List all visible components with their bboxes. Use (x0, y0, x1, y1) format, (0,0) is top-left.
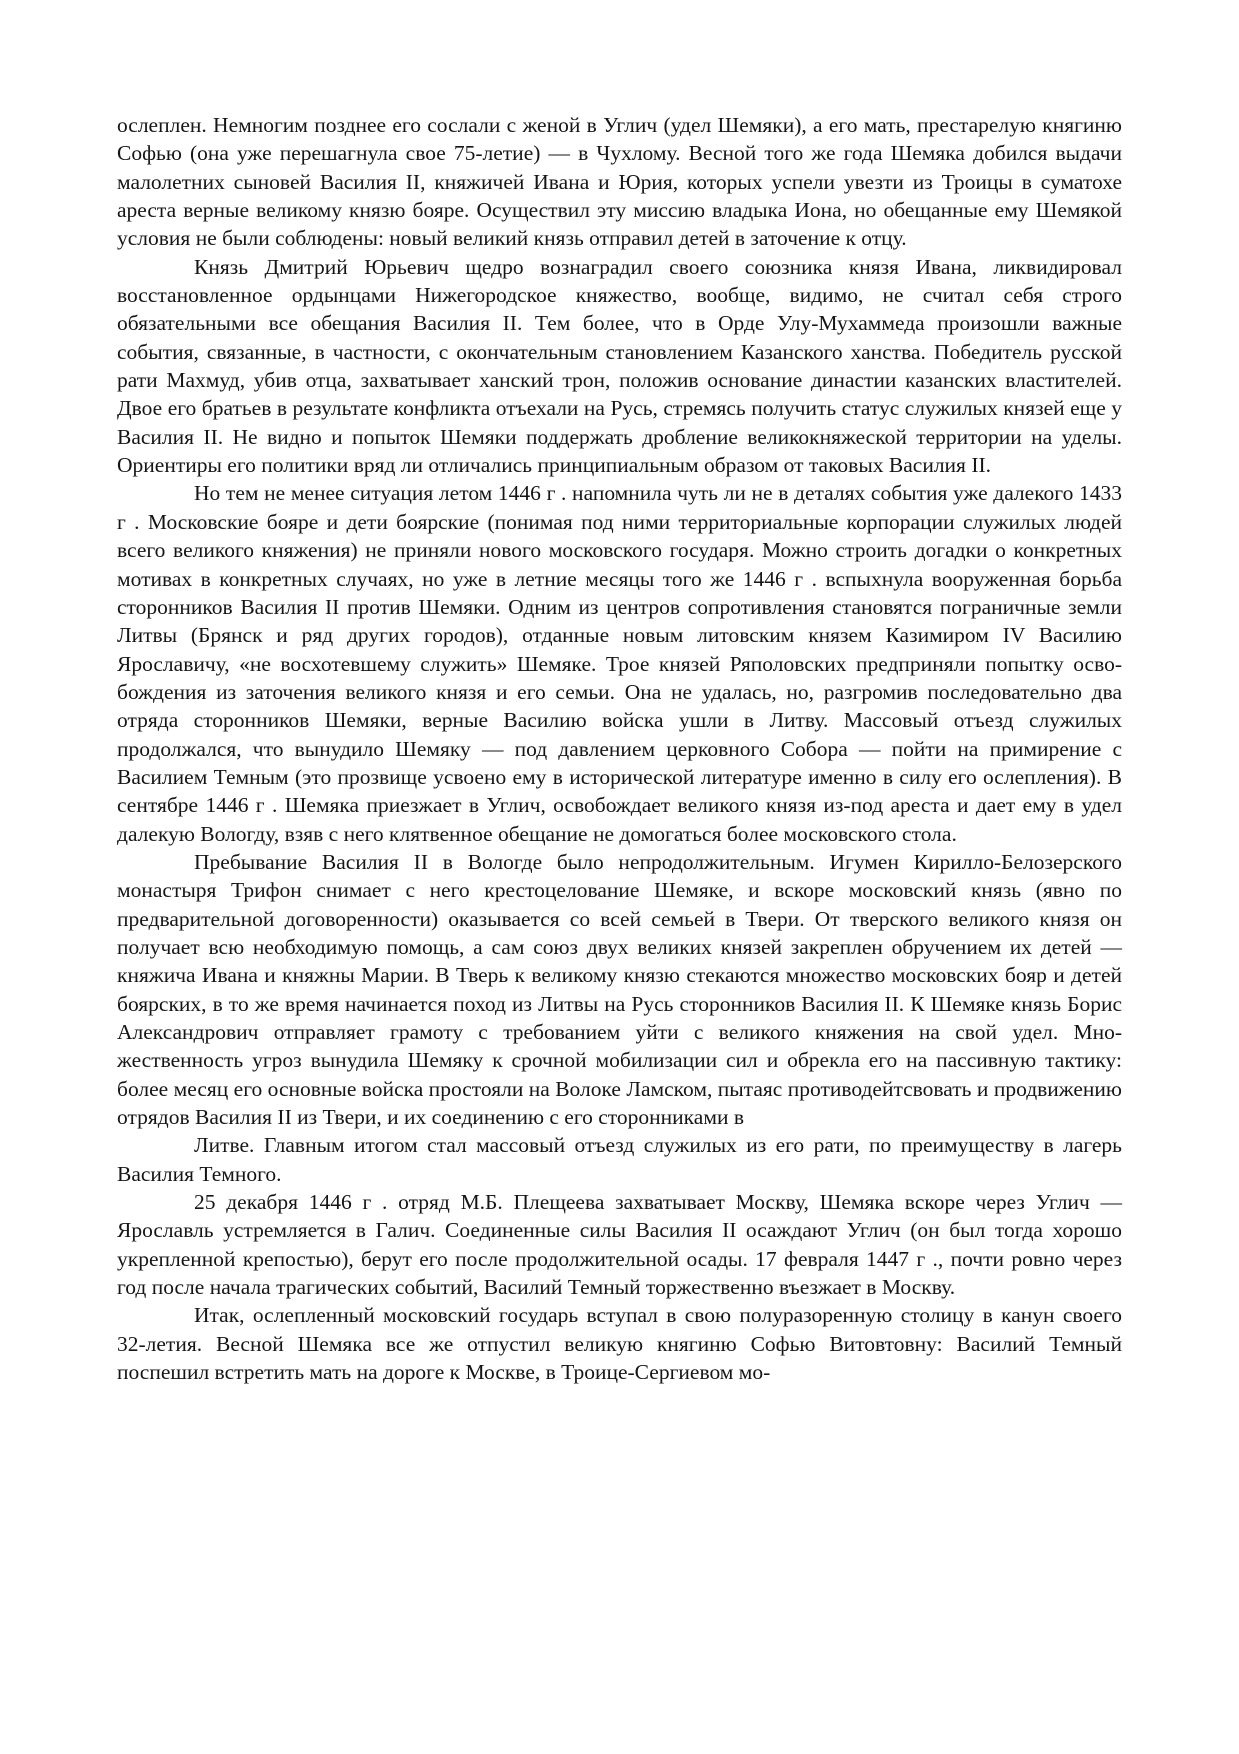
paragraph: 25 декабря 1446 г . отряд М.Б. Плещеева захватывает Москву, Шемяка вскоре через Углич — Ярославль устремляется в Галич. Соединенные силы Василия II осаждают Углич (он был тогда хорошо укрепленной крепостью), берут его после продолжительной осады. 17 февраля 1447 г ., почти ровно через год после начала трагических событий, Василий Темный торжественно въезжает в Москву. (117, 1190, 1122, 1300)
paragraph: Литве. Главным итогом стал массовый отъезд служилых из его рати, по преимуществу в лагерь Василия Темного. (117, 1133, 1122, 1186)
document-page (117, 111, 1122, 1386)
paragraph: ослеплен. Немногим позднее его сослали с женой в Углич (удел Шемяки), а его мать, престарелую княгиню Софью (она уже перешагнула свое 75-летие) — в Чухлому. Весной того же года Шемяка добился выдачи малолетних сыновей Василия II, княжичей Ивана и Юрия, которых успели увезти из Троицы в суматохе ареста верные великому князю бояре. Осуществил эту миссию владыка Иона, но обещанные ему Шемякой условия не были соблюдены: новый великий князь отправил детей в заточение к отцу. (117, 113, 1122, 251)
paragraph: Итак, ослепленный московский государь вступал в свою полуразоренную столицу в канун своего 32-летия. Весной Шемяка все же отпустил великую княгиню Софью Витовтовну: Василий Темный поспешил встретить мать на дороге к Москве, в Троице-Сергиевом мо- (117, 1303, 1122, 1385)
paragraph: Князь Дмитрий Юрьевич щедро вознаградил своего союзника князя Ивана, ликвидировал восстановленное ордынцами Нижегородское княжество, вообще, видимо, не считал себя строго обязательными все обещания Василия II. Тем более, что в Орде Улу-Мухаммеда произошли важные события, связанные, в частности, с окончательным становлением Казанского ханства. Победитель русской рати Махмуд, убив отца, захватывает ханский трон, положив основание династии казанских властителей. Двое его братьев в результате конфликта отъехали на Русь, стремясь получить статус служилых князей еще у Василия II. Не видно и попыток Шемяки поддержать дробление великокняжеской территории на уделы. Ориентиры его политики вряд ли отличались принципиальным образом от таковых Василия II. (117, 254, 1122, 478)
paragraph: Но тем не менее ситуация летом 1446 г . напомнила чуть ли не в деталях события уже далекого 1433 г . Московские бояре и дети боярские (понимая под ними территориальные корпорации служилых людей всего великого княжения) не приняли нового московского государя. Можно строить догадки о конкретных мотивах в конкретных случаях, но уже в летние месяцы того же 1446 г . вспыхнула вооруженная борьба сторонников Василия II против Шемяки. Одним из центров сопротивления становятся пограничные земли Литвы (Брянск и ряд других городов), отданные новым литовским князем Казимиром IV Василию Ярославичу, «не восхотевшему служить» Шемяке. Трое князей Ряполовских предприняли попытку освобождения из заточения великого князя и его семьи. Она не удалась, но, разгромив последовательно два отряда сторонников Шемяки, верные Василию войска ушли в Литву. Массовый отъезд служилых продолжался, что вынудило Шемяку — под давлением церковного Собора — пойти на примирение с Василием Темным (это прозвище усвоено ему в исторической литературе именно в силу его ослепления). В сентябре 1446 г . Шемяка приезжает в Углич, освобождает великого князя из-под ареста и дает ему в удел далекую Вологду, взяв с него клятвенное обещание не домогаться более московского стола. (117, 481, 1122, 846)
paragraph: Пребывание Василия II в Вологде было непродолжительным. Игумен Кирилло-Белозерского монастыря Трифон снимает с него крестоцелование Шемяке, и вскоре московский князь (явно по предварительной договоренности) оказывается со всей семьей в Твери. От тверского великого князя он получает всю необходимую помощь, а сам союз двух великих князей закреплен обручением их детей — княжича Ивана и княжны Марии. В Тверь к великому князю стекаются множество московских бояр и детей боярских, в то же время начинается поход из Литвы на Русь сторонников Василия II. К Шемяке князь Борис Александрович отправляет грамоту с требованием уйти с великого княжения на свой удел. Множественность угроз вынудила Шемяку к срочной мобилизации сил и обрекла его на пассивную тактику: более месяц его основные войска простояли на Волоке Ламском, пытаяс противодейтсвовать и продвижению отрядов Василия II из Твери, и их соединению с его сторонниками в (117, 849, 1122, 1130)
